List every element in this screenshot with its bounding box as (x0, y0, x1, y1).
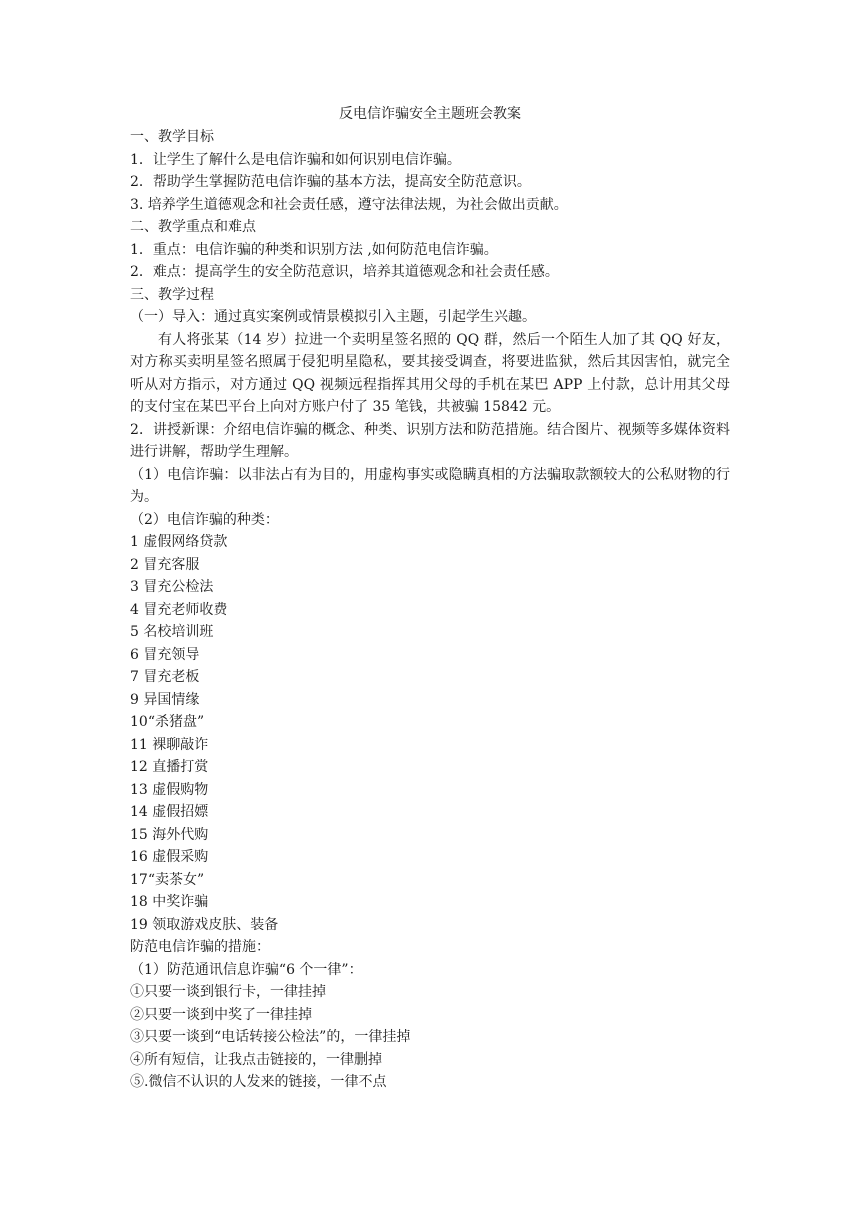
measures-subheading: （1）防范通讯信息诈骗“6 个一律”： (130, 961, 363, 978)
fraud-type-item: 3 冒充公检法 (130, 579, 214, 595)
measure-item: ②只要一谈到中奖了一律挂掉 (130, 1006, 312, 1023)
fraud-type-item: 18 中奖诈骗 (130, 894, 209, 910)
body-paragraph: （1）电信诈骗：以非法占有为目的，用虚构事实或隐瞒真相的方法骗取款额较大的公私财物的行为。 (130, 466, 730, 505)
body-line: 2．难点：提高学生的安全防范意识，培养其道德观念和社会责任感。 (130, 264, 559, 280)
fraud-type-item: 15 海外代购 (130, 826, 209, 843)
document-page (130, 102, 730, 1094)
fraud-type-item: 9 异国情缘 (130, 691, 200, 708)
fraud-type-item: 10“杀猪盘” (130, 714, 205, 730)
fraud-type-item: 5 名校培训班 (130, 624, 214, 640)
fraud-type-item: 14 虚假招嫖 (130, 804, 209, 820)
fraud-type-item: 19 领取游戏皮肤、装备 (130, 916, 279, 933)
body-paragraph: 2．讲授新课：介绍电信诈骗的概念、种类、识别方法和防范措施。结合图片、视频等多媒体资料进行讲解，帮助学生理解。 (130, 421, 730, 460)
fraud-type-item: 1 虚假网络贷款 (130, 534, 228, 550)
body-line: 2．帮助学生掌握防范电信诈骗的基本方法，提高安全防范意识。 (130, 174, 531, 190)
measure-item: ④所有短信，让我点击链接的，一律删掉 (130, 1051, 382, 1068)
fraud-type-item: 6 冒充领导 (130, 646, 200, 663)
measure-item: ⑤.微信不认识的人发来的链接，一律不点 (130, 1074, 387, 1090)
fraud-types-list (130, 531, 730, 936)
fraud-type-item: 17“卖茶女” (130, 871, 205, 888)
fraud-type-item: 13 虚假购物 (130, 781, 209, 798)
fraud-type-item: 12 直播打赏 (130, 759, 209, 775)
measure-item: ③只要一谈到“电话转接公检法”的，一律挂掉 (130, 1029, 411, 1045)
document-body (130, 126, 730, 531)
body-line: 3. 培养学生道德观念和社会责任感，遵守法律法规，为社会做出贡献。 (130, 196, 568, 213)
body-line: （一）导入：通过真实案例或情景模拟引入主题，引起学生兴趣。 (130, 309, 536, 325)
section-heading: 三、教学过程 (130, 286, 214, 303)
body-line: （2）电信诈骗的种类： (130, 511, 279, 528)
measures-list (130, 981, 730, 1094)
body-line: 1．让学生了解什么是电信诈骗和如何识别电信诈骗。 (130, 151, 461, 168)
body-line: 1．重点：电信诈骗的种类和识别方法 ,如何防范电信诈骗。 (130, 241, 498, 258)
fraud-type-item: 2 冒充客服 (130, 556, 200, 573)
fraud-type-item: 7 冒充老板 (130, 669, 200, 685)
fraud-type-item: 16 虚假采购 (130, 849, 209, 865)
section-heading: 二、教学重点和难点 (130, 219, 256, 235)
document-title: 反电信诈骗安全主题班会教案 (339, 106, 521, 122)
case-paragraph: 有人将张某（14 岁）拉进一个卖明星签名照的 QQ 群，然后一个陌生人加了其 QQ 好友，对方称买卖明星签名照属于侵犯明星隐私，要其接受调查，将要进监狱，然后其因害怕，就完全听从对方指示，对方通过 QQ 视频远程指挥其用父母的手机在某巴 APP 上付款，总计用其父母的支付宝在某巴平台上向对方账户付了 35 笔钱，共被骗 15842 元。 (130, 331, 730, 415)
measures-heading: 防范电信诈骗的措施： (130, 939, 270, 955)
fraud-type-item: 4 冒充老师收费 (130, 601, 228, 618)
measure-item: ①只要一谈到银行卡，一律挂掉 (130, 984, 326, 1000)
section-heading: 一、教学目标 (130, 129, 214, 145)
fraud-type-item: 11 裸聊敲诈 (130, 736, 209, 753)
